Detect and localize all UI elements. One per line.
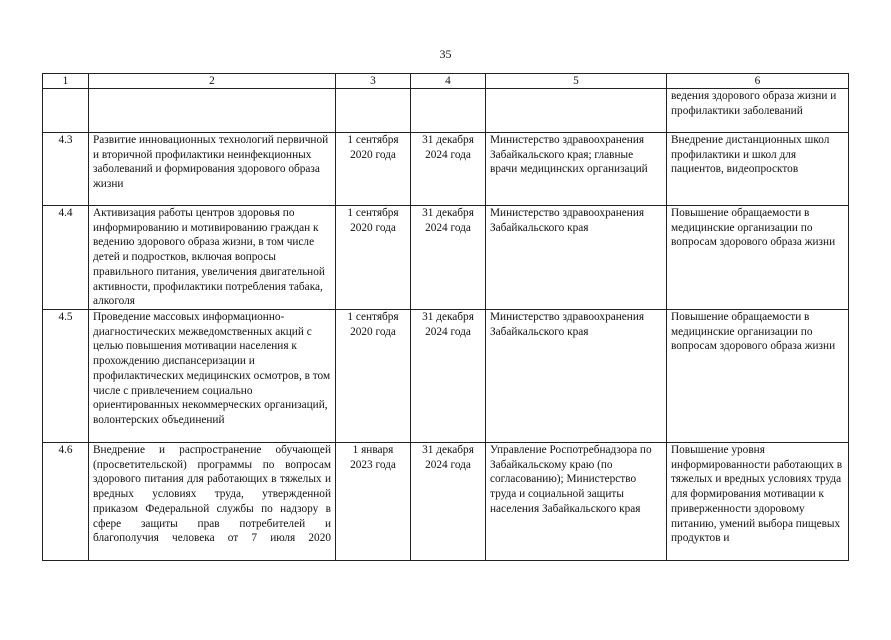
table-row bbox=[43, 89, 849, 133]
action-cell: Проведение массовых информационно-диагностических межведомственных акций с целью повышения мотивации населения к прохождению диспансеризации и профилактических медицинских осмотров, в том числе с привлечением социально ориентированных некоммерческих организаций, волонтерских объединений bbox=[89, 310, 336, 443]
end-date-cell: 31 декабря 2024 года bbox=[411, 310, 486, 443]
action-cell: Развитие инновационных технологий первичной и вторичной профилактики неинфекционных заболеваний и формирования здорового образа жизни bbox=[89, 133, 336, 206]
end-date-cell: 31 декабря 2024 года bbox=[411, 443, 486, 561]
start-date-cell: 1 сентября 2020 года bbox=[336, 310, 411, 443]
executor-cell: Министерство здравоохранения Забайкальского края bbox=[486, 310, 667, 443]
table-row bbox=[43, 443, 849, 561]
item-number: 4.5 bbox=[43, 310, 89, 443]
start-date-cell: 1 сентября 2020 года bbox=[336, 206, 411, 310]
start-date-cell: 1 сентября 2020 года bbox=[336, 133, 411, 206]
column-header: 1 bbox=[43, 74, 89, 89]
item-number: 4.6 bbox=[43, 443, 89, 561]
column-header: 6 bbox=[667, 74, 849, 89]
executor-cell: Министерство здравоохранения Забайкальского края; главные врачи медицинских организаций bbox=[486, 133, 667, 206]
executor-cell: Министерство здравоохранения Забайкальского края bbox=[486, 206, 667, 310]
page-number: 35 bbox=[439, 47, 452, 61]
end-date-cell: 31 декабря 2024 года bbox=[411, 206, 486, 310]
result-cell: Повышение обращаемости в медицинские организации по вопросам здорового образа жизни bbox=[667, 206, 849, 310]
item-number: 4.4 bbox=[43, 206, 89, 310]
column-header: 3 bbox=[336, 74, 411, 89]
start-date-cell bbox=[336, 89, 411, 133]
result-cell: ведения здорового образа жизни и профилактики заболеваний bbox=[667, 89, 849, 133]
item-number bbox=[43, 89, 89, 133]
result-cell: Внедрение дистанционных школ профилактики и школ для пациентов, видеопросктов bbox=[667, 133, 849, 206]
measures-table bbox=[42, 73, 849, 561]
executor-cell bbox=[486, 89, 667, 133]
column-header: 2 bbox=[89, 74, 336, 89]
result-cell: Повышение уровня информированности работающих в тяжелых и вредных условиях труда для формирования мотивации к приверженности здоровому питанию, умений выбора пищевых продуктов и bbox=[667, 443, 849, 561]
column-number-row bbox=[43, 74, 849, 89]
end-date-cell: 31 декабря 2024 года bbox=[411, 133, 486, 206]
table-row bbox=[43, 310, 849, 443]
action-cell: Активизация работы центров здоровья по информированию и мотивированию граждан к ведению здорового образа жизни, в том числе детей и подростков, включая вопросы правильного питания, увеличения двигательной активности, профилактики потребления табака, алкоголя bbox=[89, 206, 336, 310]
action-cell bbox=[89, 89, 336, 133]
start-date-cell: 1 января 2023 года bbox=[336, 443, 411, 561]
column-header: 4 bbox=[411, 74, 486, 89]
executor-cell: Управление Роспотребнадзора по Забайкальскому краю (по согласованию); Министерство труда и социальной защиты населения Забайкальского края bbox=[486, 443, 667, 561]
result-cell: Повышение обращаемости в медицинские организации по вопросам здорового образа жизни bbox=[667, 310, 849, 443]
table-row bbox=[43, 206, 849, 310]
item-number: 4.3 bbox=[43, 133, 89, 206]
end-date-cell bbox=[411, 89, 486, 133]
column-header: 5 bbox=[486, 74, 667, 89]
table-row bbox=[43, 133, 849, 206]
action-cell: Внедрение и распространение обучающей (просветительской) программы по вопросам здорового питания для работающих в тяжелых и вредных условиях труда, утвержденной приказом Федеральной службы по надзору в сфере защиты прав потребителей и благополучия человека от 7 июля 2020 bbox=[89, 443, 336, 561]
